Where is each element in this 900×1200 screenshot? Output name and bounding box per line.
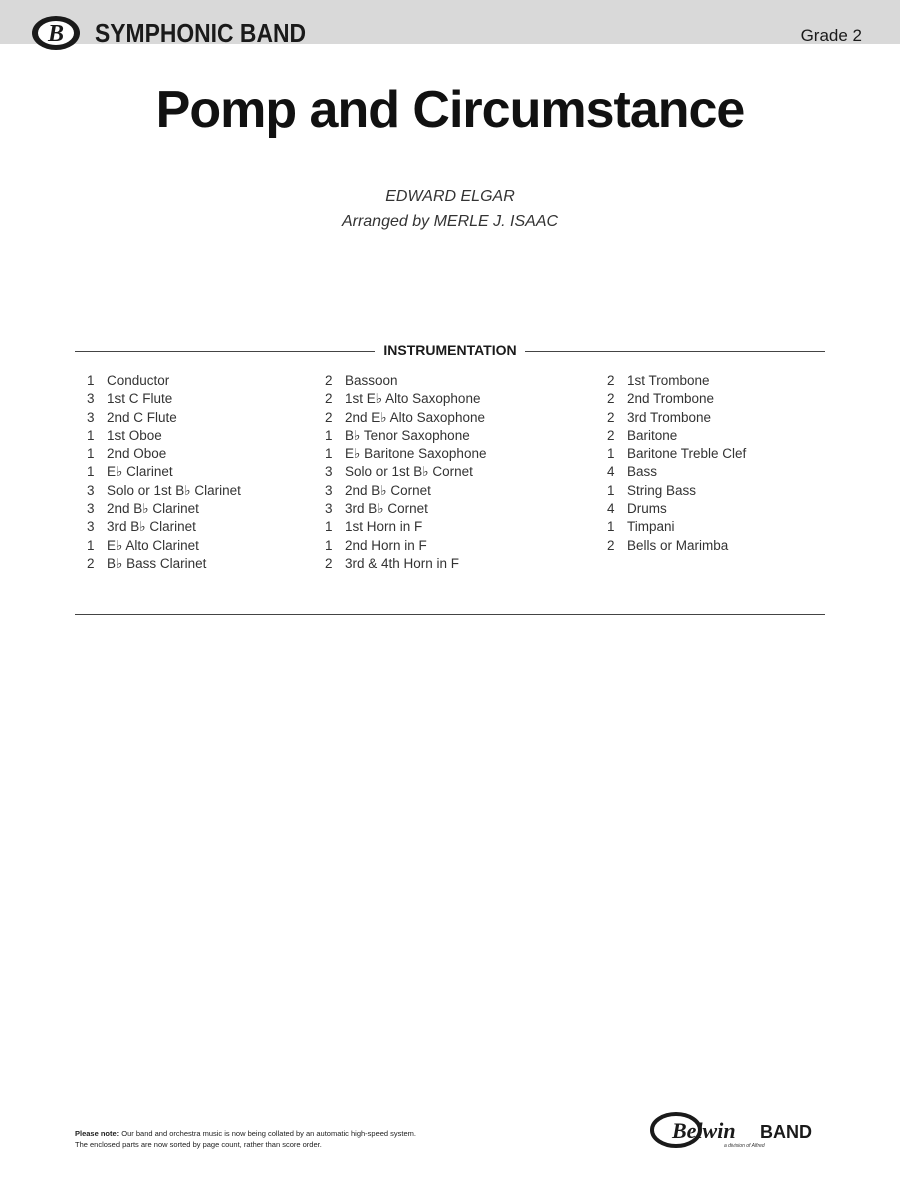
instrument-row: [607, 409, 746, 427]
part-name: 2nd E♭ Alto Saxophone: [345, 409, 485, 425]
part-name: 2nd C Flute: [107, 409, 177, 425]
part-quantity: 1: [87, 373, 95, 388]
part-name: 2nd Oboe: [107, 446, 167, 462]
part-quantity: 1: [325, 446, 333, 462]
instrument-row: [607, 500, 746, 518]
part-name: Timpani: [627, 519, 675, 535]
instrument-row: [87, 427, 241, 445]
instrument-column-1: [87, 372, 241, 573]
part-quantity: 2: [325, 373, 333, 388]
part-quantity: 1: [607, 519, 615, 535]
part-name: E♭ Baritone Saxophone: [345, 446, 487, 462]
part-quantity: 1: [87, 464, 95, 480]
part-quantity: 1: [325, 519, 333, 535]
instrument-row: [325, 500, 486, 518]
instrument-row: [325, 518, 486, 536]
part-name: String Bass: [627, 482, 697, 498]
part-quantity: 2: [325, 555, 333, 571]
instrument-row: [325, 482, 486, 500]
instrument-row: [325, 390, 486, 408]
part-name: B♭ Bass Clarinet: [107, 555, 207, 571]
instrument-row: [87, 482, 241, 500]
part-name: Solo or 1st B♭ Clarinet: [107, 482, 241, 498]
part-quantity: 3: [87, 391, 95, 407]
part-name: 3rd B♭ Clarinet: [107, 519, 196, 535]
instrument-column-2: [325, 372, 486, 573]
instrument-row: [607, 372, 746, 390]
series-logo-icon: [30, 12, 82, 54]
part-name: 3rd & 4th Horn in F: [345, 555, 460, 571]
part-name: 1st Horn in F: [345, 519, 423, 535]
svg-text:B: B: [47, 21, 65, 47]
part-quantity: 4: [607, 464, 615, 480]
part-quantity: 1: [325, 537, 333, 553]
part-name: 2nd Horn in F: [345, 537, 427, 553]
instrument-row: [607, 390, 746, 408]
part-quantity: 3: [87, 409, 95, 425]
series-name: SYMPHONIC BAND: [95, 18, 307, 48]
instrumentation-bottom-rule: [75, 614, 825, 615]
instrument-row: [87, 445, 241, 463]
part-name: 3rd Trombone: [627, 409, 712, 425]
publisher-brand: Belwin: [672, 1118, 736, 1143]
instrument-column-3: [607, 372, 746, 555]
piece-title: Pomp and Circumstance: [155, 81, 745, 139]
instrument-row: [87, 537, 241, 555]
part-name: E♭ Alto Clarinet: [107, 537, 199, 553]
part-name: 3rd B♭ Cornet: [345, 501, 428, 517]
part-quantity: 3: [325, 464, 333, 480]
collation-note: [75, 1128, 416, 1150]
part-quantity: 4: [607, 501, 615, 517]
part-name: Conductor: [107, 373, 170, 388]
part-quantity: 1: [607, 482, 615, 498]
instrument-row: [87, 500, 241, 518]
publisher-subtitle: a division of Alfred: [724, 1143, 765, 1149]
arranger-credit: Arranged by MERLE J. ISAAC: [341, 213, 559, 230]
part-quantity: 2: [325, 391, 333, 407]
part-name: 2nd B♭ Cornet: [345, 482, 431, 498]
part-quantity: 2: [607, 373, 615, 388]
part-name: Baritone: [627, 427, 678, 443]
instrument-row: [325, 427, 486, 445]
part-quantity: 3: [325, 482, 333, 498]
publisher-band-word: BAND: [760, 1122, 812, 1142]
part-name: Drums: [627, 501, 667, 517]
part-name: 1st Oboe: [107, 427, 162, 443]
instrument-row: [607, 518, 746, 536]
part-quantity: 1: [325, 427, 333, 443]
part-quantity: 1: [607, 446, 615, 462]
part-quantity: 3: [87, 501, 95, 517]
grade-label: Grade 2: [800, 26, 862, 45]
part-quantity: 2: [87, 555, 95, 571]
part-name: Bassoon: [345, 373, 398, 388]
part-quantity: 2: [607, 409, 615, 425]
instrument-row: [87, 390, 241, 408]
instrument-row: [87, 372, 241, 390]
part-name: Baritone Treble Clef: [627, 446, 747, 462]
instrument-row: [325, 372, 486, 390]
part-quantity: 2: [325, 409, 333, 425]
part-name: 1st Trombone: [627, 373, 710, 388]
part-quantity: 2: [607, 427, 615, 443]
part-quantity: 2: [607, 537, 615, 553]
instrument-row: [87, 518, 241, 536]
composer-credit: EDWARD ELGAR: [385, 188, 515, 205]
part-quantity: 3: [87, 482, 95, 498]
part-quantity: 3: [325, 501, 333, 517]
instrument-row: [325, 555, 486, 573]
part-name: 2nd Trombone: [627, 391, 715, 407]
part-quantity: 1: [87, 427, 95, 443]
instrument-row: [325, 537, 486, 555]
part-quantity: 2: [607, 391, 615, 407]
part-name: 1st C Flute: [107, 391, 173, 407]
instrument-row: [607, 537, 746, 555]
part-quantity: 1: [87, 537, 95, 553]
instrument-row: [87, 463, 241, 481]
instrument-row: [325, 445, 486, 463]
note-line-2: The enclosed parts are now sorted by page count, rather than score order.: [75, 1140, 322, 1149]
instrument-row: [325, 409, 486, 427]
instrument-row: [87, 409, 241, 427]
instrument-row: [325, 463, 486, 481]
part-quantity: 3: [87, 519, 95, 535]
part-name: 1st E♭ Alto Saxophone: [345, 391, 481, 407]
instrumentation-heading-text: INSTRUMENTATION: [375, 342, 524, 358]
note-line-1: Our band and orchestra music is now being collated by an automatic high-speed system.: [119, 1129, 417, 1138]
part-name: B♭ Tenor Saxophone: [345, 427, 470, 443]
instrument-row: [607, 482, 746, 500]
part-name: 2nd B♭ Clarinet: [107, 501, 199, 517]
part-name: E♭ Clarinet: [107, 464, 173, 480]
instrument-row: [607, 445, 746, 463]
part-name: Bass: [627, 464, 658, 480]
instrument-row: [607, 427, 746, 445]
part-name: Solo or 1st B♭ Cornet: [345, 464, 473, 480]
part-name: Bells or Marimba: [627, 537, 729, 553]
part-quantity: 1: [87, 446, 95, 462]
instrument-row: [607, 463, 746, 481]
note-label: Please note:: [75, 1129, 120, 1138]
instrumentation-heading: [0, 342, 900, 360]
instrument-row: [87, 555, 241, 573]
